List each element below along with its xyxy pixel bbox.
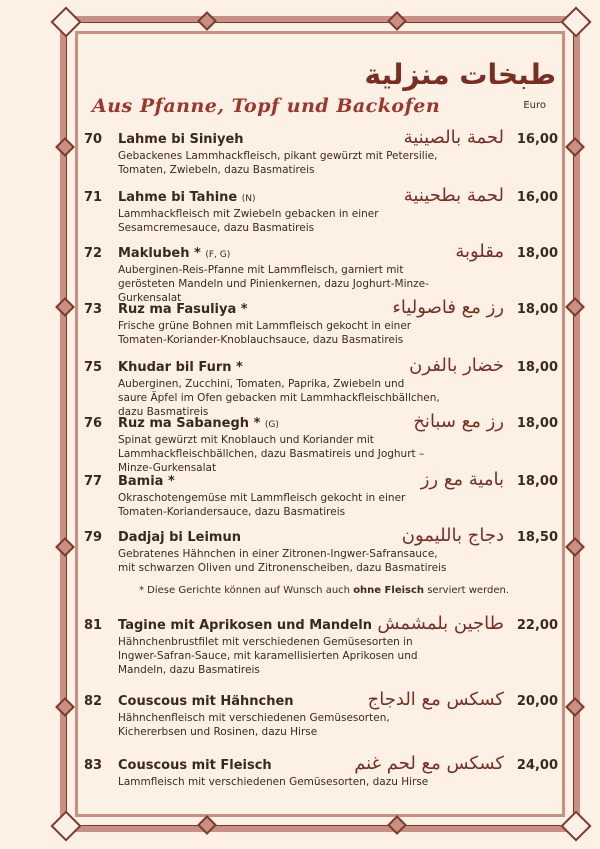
menu-item-description-line: Hähnchenbrustfilet mit verschiedenen Gemüsesorten in — [118, 636, 413, 648]
menu-item-name — [118, 618, 372, 633]
menu-item-description — [118, 207, 448, 235]
menu-item-name — [118, 302, 248, 317]
menu-item-number: 82 — [84, 694, 103, 709]
menu-item-arabic-name: دجاج بالليمون — [401, 525, 504, 546]
menu-item-name-text: Dadjaj bi Leimun — [118, 530, 241, 545]
menu-item-name-text: Bamia * — [118, 474, 175, 489]
menu-item-number: 72 — [84, 246, 103, 261]
menu-item-description-line: Kichererbsen und Rosinen, dazu Hirse — [118, 726, 318, 738]
note-text-end: serviert werden. — [424, 585, 510, 596]
menu-item-description-line: Sesamcremesauce, dazu Basmatireis — [118, 222, 315, 234]
menu-item-name-text: Lahme bi Siniyeh — [118, 132, 244, 147]
section-title: Aus Pfanne, Topf und Backofen — [92, 95, 441, 117]
menu-item-arabic-name: رز مع سبانخ — [413, 411, 504, 432]
menu-item-description-line: Okraschotengemüse mit Lammfleisch gekocht in einer — [118, 492, 406, 504]
menu-item-number: 75 — [84, 360, 103, 375]
menu-item-arabic-name: بامية مع رز — [420, 469, 504, 490]
note-bold: ohne Fleisch — [353, 585, 425, 596]
menu-item-arabic-name: لحمة بطحينية — [403, 185, 504, 206]
menu-item-price: 18,50 — [516, 530, 558, 545]
menu-item-description-line: Tomaten-Koriander-Knoblauchsauce, dazu Basmatireis — [118, 334, 404, 346]
menu-item-price: 16,00 — [516, 132, 558, 147]
menu-item-arabic-name: مقلوبة — [455, 241, 504, 262]
menu-item-name-text: Lahme bi Tahine — [118, 190, 238, 205]
menu-item-arabic-name: طاجين بلمشمش — [377, 613, 504, 634]
menu-item-description-line: Gebackenes Lammhackfleisch, pikant gewürzt mit Petersilie, — [118, 150, 438, 162]
menu-item-description — [118, 635, 448, 677]
allergen-codes: (G) — [264, 420, 279, 430]
menu-item-number: 76 — [84, 416, 103, 431]
menu-item-number: 77 — [84, 474, 103, 489]
menu-item-description-line: Hähnchenfleisch mit verschiedenen Gemüsesorten, — [118, 712, 390, 724]
menu-item-name-text: Ruz ma Sabanegh * — [118, 416, 261, 431]
menu-item-price: 18,00 — [516, 302, 558, 317]
menu-item-description — [118, 547, 448, 575]
currency-label: Euro — [523, 100, 546, 111]
menu-item-price: 20,00 — [516, 694, 558, 709]
menu-item-description — [118, 377, 448, 419]
menu-item-name — [118, 758, 272, 773]
menu-item-description — [118, 433, 448, 475]
menu-item-description-line: Ingwer-Safran-Sauce, mit karamellisierten Aprikosen und — [118, 650, 418, 662]
menu-item-description-line: Tomaten, Zwiebeln, dazu Basmatireis — [118, 164, 315, 176]
menu-item-arabic-name: كسكس مع الدجاج — [367, 689, 504, 710]
menu-item-name-text: Maklubeh * — [118, 246, 201, 261]
menu-item-description-line: Tomaten-Koriandersauce, dazu Basmatireis — [118, 506, 346, 518]
menu-item-price: 16,00 — [516, 190, 558, 205]
menu-item-arabic-name: لحمة بالصينية — [403, 127, 504, 148]
menu-item-description-line: Auberginen, Zucchini, Tomaten, Paprika, Zwiebeln und — [118, 378, 405, 390]
menu-item-description — [118, 319, 448, 347]
menu-item-name-text: Ruz ma Fasuliya * — [118, 302, 248, 317]
menu-item-name — [118, 474, 175, 489]
menu-item-name-text: Tagine mit Aprikosen und Mandeln — [118, 618, 373, 633]
menu-item-arabic-name: رز مع فاصولياء — [392, 297, 504, 318]
menu-item-number: 79 — [84, 530, 103, 545]
menu-item-price: 18,00 — [516, 246, 558, 261]
menu-item-description — [118, 491, 448, 519]
menu-item-number: 81 — [84, 618, 103, 633]
allergen-codes: (N) — [241, 194, 256, 204]
menu-item-description-line: mit schwarzen Oliven und Zitronenscheiben, dazu Basmatireis — [118, 562, 447, 574]
menu-item-description-line: Auberginen-Reis-Pfanne mit Lammfleisch, garniert mit — [118, 264, 404, 276]
menu-item-number: 83 — [84, 758, 103, 773]
menu-item-price: 18,00 — [516, 360, 558, 375]
menu-item-description — [118, 775, 448, 789]
menu-item-name — [118, 190, 256, 205]
menu-item-description-line: Gebratenes Hähnchen in einer Zitronen-Ingwer-Safransauce, — [118, 548, 438, 560]
menu-item-number: 73 — [84, 302, 103, 317]
menu-item-name — [118, 246, 230, 261]
menu-item-name — [118, 132, 244, 147]
menu-item-description-line: Spinat gewürzt mit Knoblauch und Koriander mit — [118, 434, 374, 446]
arabic-page-title: طبخات منزلية — [364, 58, 556, 91]
menu-item-number: 70 — [84, 132, 103, 147]
menu-item-price: 18,00 — [516, 474, 558, 489]
menu-item-arabic-name: كسكس مع لحم غنم — [354, 753, 504, 774]
menu-item-price: 22,00 — [516, 618, 558, 633]
menu-item-name — [118, 530, 241, 545]
menu-item-price: 18,00 — [516, 416, 558, 431]
menu-item-name — [118, 694, 294, 709]
allergen-codes: (F, G) — [205, 250, 231, 260]
menu-item-name — [118, 360, 243, 375]
note-text: * Diese Gerichte können auf Wunsch auch — [138, 585, 354, 596]
menu-item-description — [118, 149, 448, 177]
vegetarian-note — [84, 585, 564, 596]
menu-item-name-text: Couscous mit Hähnchen — [118, 694, 294, 709]
menu-item-arabic-name: خضار بالفرن — [409, 355, 504, 376]
menu-item-description-line: Lammhackfleisch mit Zwiebeln gebacken in einer — [118, 208, 379, 220]
menu-item-description-line: saure Äpfel im Ofen gebacken mit Lammhackfleischbällchen, dazu Basmatireis — [118, 392, 440, 418]
menu-item-name-text: Khudar bil Furn * — [118, 360, 243, 375]
menu-item-description-line: gerösteten Mandeln und Pinienkernen, dazu Joghurt-Minze-Gurkensalat — [118, 278, 429, 304]
menu-item-description-line: Lammhackfleischbällchen, dazu Basmatireis und Joghurt –Minze-Gurkensalat — [118, 448, 425, 474]
menu-item-number: 71 — [84, 190, 103, 205]
menu-item-price: 24,00 — [516, 758, 558, 773]
menu-item-description — [118, 711, 448, 739]
menu-item-name — [118, 416, 279, 431]
menu-item-description-line: Frische grüne Bohnen mit Lammfleisch gekocht in einer — [118, 320, 412, 332]
menu-item-name-text: Couscous mit Fleisch — [118, 758, 272, 773]
menu-item-description-line: Lammfleisch mit verschiedenen Gemüsesorten, dazu Hirse — [118, 776, 429, 788]
menu-item-description-line: Mandeln, dazu Basmatireis — [118, 664, 260, 676]
